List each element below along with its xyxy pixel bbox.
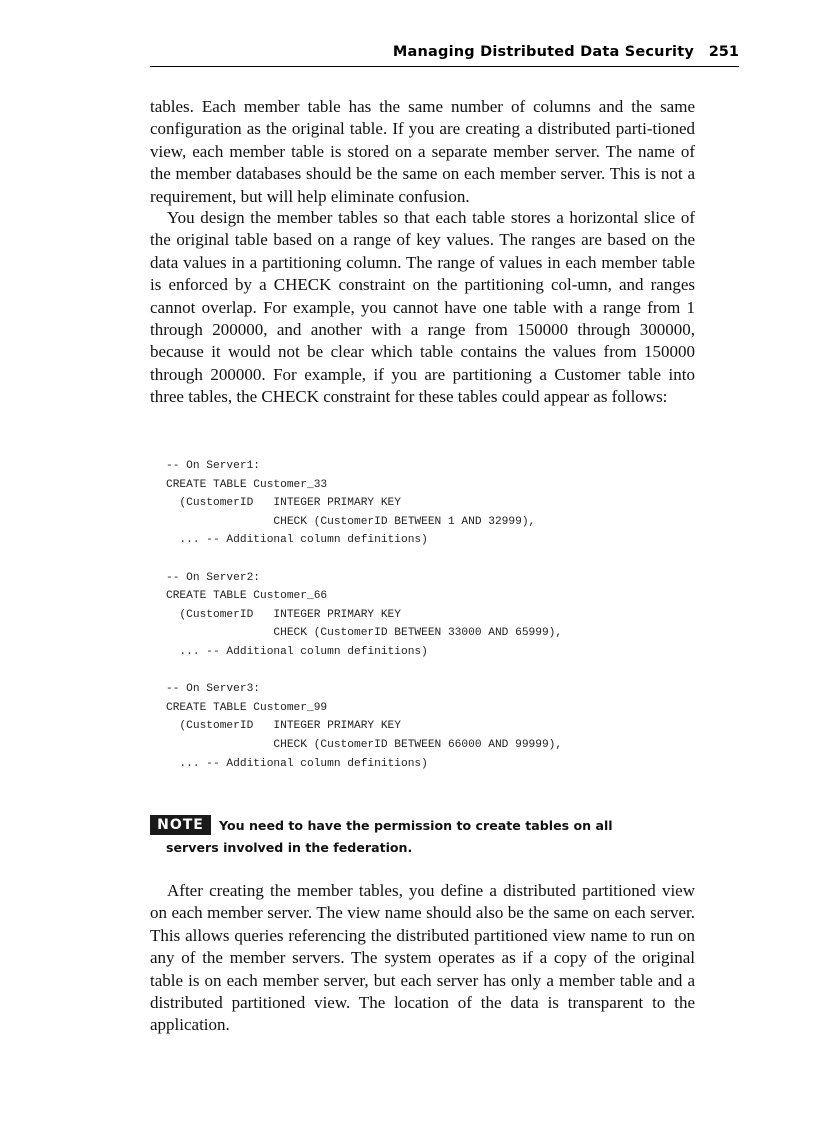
paragraph-partitioned-view: After creating the member tables, you define a distributed partitioned view on each member server. The view name should also be the same on each server. This allows queries referencing the distributed partitioned view name to run on any of the member servers. The system operates as if a copy of the original table is on each member server, but each server has only a member table and a distributed partitioned view. The location of the data is transparent to the application. — [150, 881, 695, 1035]
code-listing: -- On Server1: CREATE TABLE Customer_33 (CustomerID INTEGER PRIMARY KEY CHECK (CustomerID BETWEEN 1 AND 32999), ... -- Additional column definitions) -- On Server2: CREATE TABLE Customer_66 (CustomerID INTEGER PRIMARY KEY CHECK (CustomerID BETWEEN 33000 AND 65999), ... -- Additional column definitions) -- On Server3: CREATE TABLE Customer_99 (CustomerID INTEGER PRIMARY KEY CHECK (CustomerID BETWEEN 66000 AND 99999), ... -- Additional column definitions) — [166, 460, 563, 770]
note-text: You need to have the permission to create tables on all servers involved in the federation. — [166, 818, 613, 855]
paragraph-member-tables: tables. Each member table has the same number of columns and the same configuration as the original table. If you are creating a distributed parti-tioned view, each member table is stored on a separate member server. The name of the member databases should be the same on each member server. This is not a requirement, but will help eliminate confusion. — [150, 97, 695, 206]
running-header-title: Managing Distributed Data Security — [392, 44, 694, 60]
paragraph-horizontal-slice: You design the member tables so that each table stores a horizontal slice of the original table based on a range of key values. The ranges are based on the data values in a partitioning column. The range of values in each member table is enforced by a CHECK constraint on the partitioning col-umn, and ranges cannot overlap. For example, you cannot have one table with a range from 1 through 200000, and another with a range from 150000 through 300000, because it would not be clear which table contains the values from 150000 through 200000. For example, if you are partitioning a Customer table into three tables, the CHECK constraint for these tables could appear as follows: — [150, 208, 695, 407]
note-badge: NOTE — [150, 815, 211, 835]
running-header — [150, 40, 739, 67]
page-number: 251 — [708, 44, 739, 60]
